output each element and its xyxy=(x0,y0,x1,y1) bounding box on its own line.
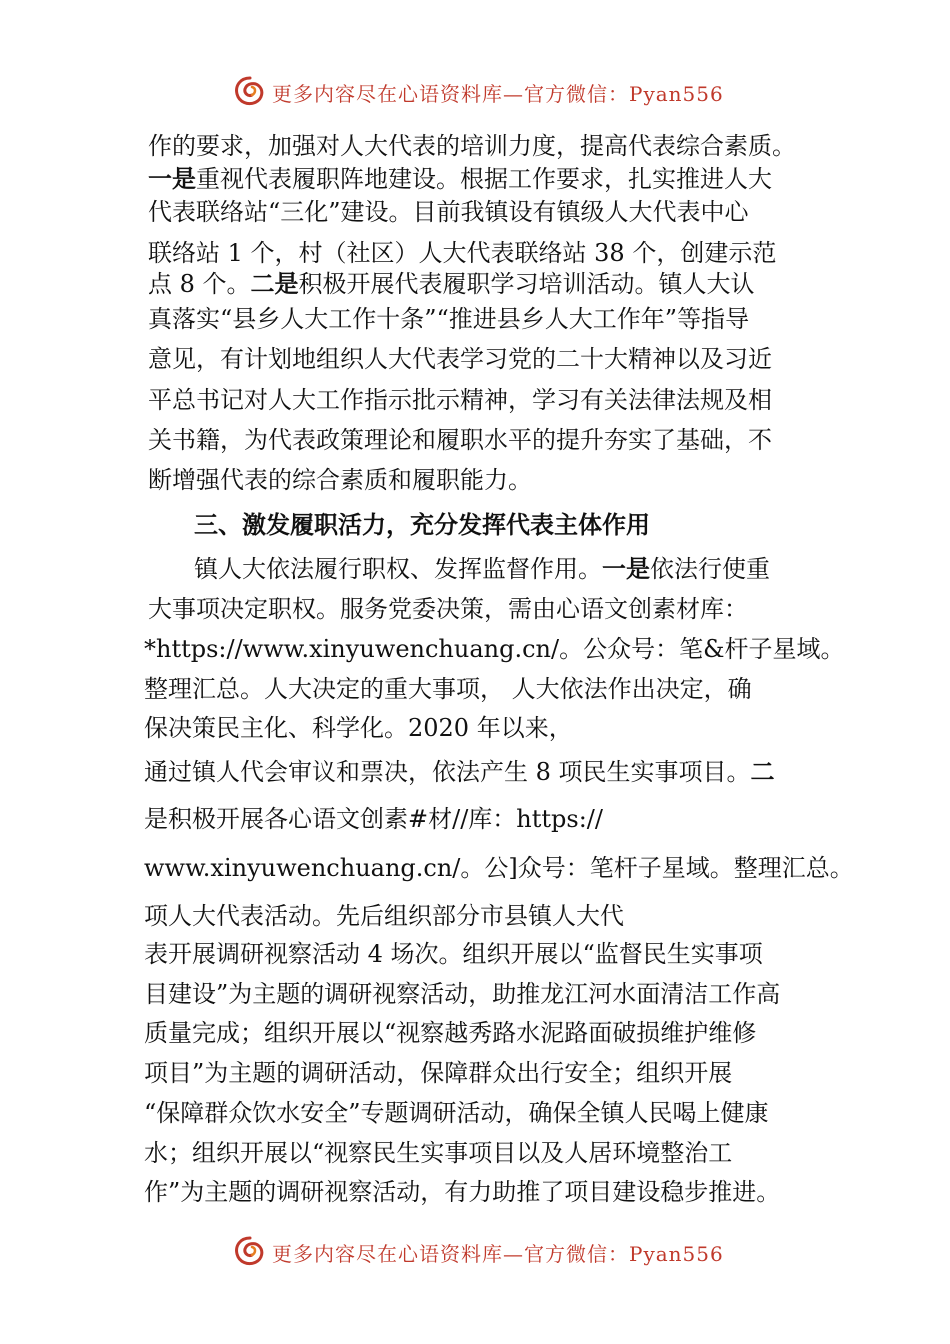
text-line: 联络站 1 个，村（社区）人大代表联络站 38 个，创建示范 xyxy=(148,239,777,267)
text-line: 真落实“县乡人大工作十条”“推进县乡人大工作年”等指导 xyxy=(148,305,750,333)
text-line: 项人大代表活动。先后组织部分市县镇人大代 xyxy=(144,902,624,930)
text-line: 质量完成；组织开展以“视察越秀路水泥路面破损维护维修 xyxy=(144,1019,757,1047)
text-line: www.xinyuwenchuang.cn/。公]众号：笔杆子星域。整理汇总。 xyxy=(144,854,854,882)
text-line: “保障群众饮水安全”专题调研活动，确保全镇人民喝上健康 xyxy=(144,1099,769,1127)
text-line: 平总书记对人大工作指示批示精神，学习有关法律法规及相 xyxy=(148,386,772,414)
text-line: 保决策民主化、科学化。2020 年以来， xyxy=(144,714,573,742)
text-line: 一是重视代表履职阵地建设。根据工作要求，扎实推进人大 xyxy=(148,165,772,193)
text-line: 表开展调研视察活动 4 场次。组织开展以“监督民生实事项 xyxy=(144,940,763,968)
footer-slogan: 更多内容尽在心语资料库—官方微信：Pyan556 xyxy=(272,1242,724,1266)
text-line: 目建设”为主题的调研视察活动，助推龙江河水面清洁工作高 xyxy=(144,980,781,1008)
text-line: 整理汇总。人大决定的重大事项， 人大依法作出决定，确 xyxy=(144,675,752,703)
text-line: 大事项决定职权。服务党委决策，需由心语文创素材库： xyxy=(148,595,748,623)
text-line: 作的要求，加强对人大代表的培训力度，提高代表综合素质。 xyxy=(148,132,796,160)
header-slogan: 更多内容尽在心语资料库—官方微信：Pyan556 xyxy=(272,82,724,106)
text-line: 代表联络站“三化”建设。目前我镇设有镇级人大代表中心 xyxy=(148,198,749,226)
text-line: 镇人大依法履行职权、发挥监督作用。一是依法行使重 xyxy=(194,555,770,583)
text-line: 水；组织开展以“视察民生实事项目以及人居环境整治工 xyxy=(144,1139,733,1167)
text-line: 是积极开展各心语文创素#材//库：https:// xyxy=(144,805,603,833)
text-line: 关书籍，为代表政策理论和履职水平的提升夯实了基础，不 xyxy=(148,426,772,454)
text-line: 通过镇人代会审议和票决，依法产生 8 项民生实事项目。二 xyxy=(144,758,775,786)
section-heading: 三、激发履职活力，充分发挥代表主体作用 xyxy=(194,511,650,539)
text-line: 断增强代表的综合素质和履职能力。 xyxy=(148,466,532,494)
text-line: 点 8 个。二是积极开展代表履职学习培训活动。镇人大认 xyxy=(148,270,755,298)
swirl-logo-icon xyxy=(232,74,268,110)
footer-watermark xyxy=(232,1232,752,1272)
text-line: 作”为主题的调研视察活动，有力助推了项目建设稳步推进。 xyxy=(144,1178,781,1206)
text-line: 项目”为主题的调研活动，保障群众出行安全；组织开展 xyxy=(144,1059,733,1087)
header-watermark xyxy=(232,72,752,112)
text-line: 意见，有计划地组织人大代表学习党的二十大精神以及习近 xyxy=(148,345,772,373)
swirl-logo-icon xyxy=(232,1234,268,1270)
text-line: *https://www.xinyuwenchuang.cn/。公众号：笔&杆子星域。 xyxy=(144,635,845,663)
